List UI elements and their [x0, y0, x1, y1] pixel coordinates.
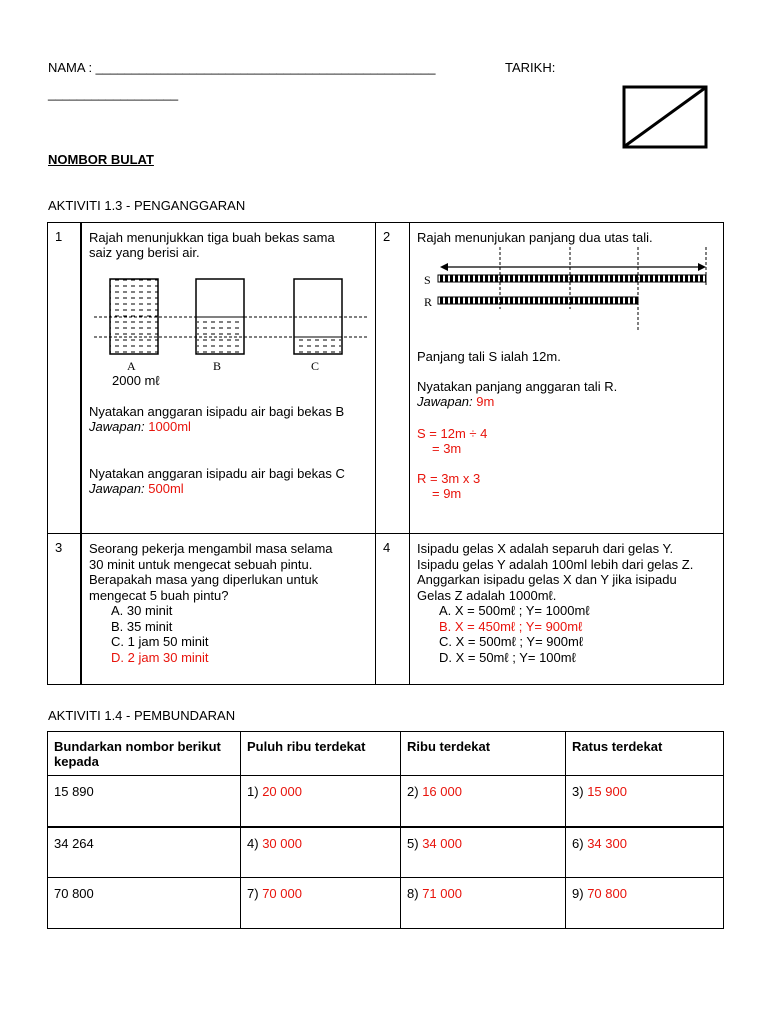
q3-line3: Berapakah masa yang diperlukan untuk	[89, 572, 319, 587]
q2-work-3: R = 3m x 3	[417, 471, 481, 486]
q3-cell	[81, 534, 376, 685]
q4-option-b-answer[interactable]: B. X = 450mℓ ; Y= 900mℓ	[439, 618, 583, 634]
q2-given: Panjang tali S ialah 12m.	[417, 349, 561, 364]
q1-text-line1: Rajah menunjukkan tiga buah bekas sama	[89, 230, 335, 245]
question-no: 4)	[247, 835, 259, 851]
q2-work-4: = 9m	[432, 486, 462, 501]
q2-answer-line	[417, 394, 494, 409]
q2-text: Rajah menunjukan panjang dua utas tali.	[417, 230, 653, 245]
row-number: 70 800	[48, 878, 241, 929]
q2-ask: Nyatakan panjang anggaran tali R.	[417, 379, 618, 394]
q3-line2: 30 minit untuk mengecat sebuah pintu.	[89, 556, 313, 572]
q1-number-cell	[48, 223, 82, 534]
rope-r	[438, 297, 638, 304]
answer-cell[interactable]	[401, 776, 566, 827]
q3-line1: Seorang pekerja mengambil masa selama	[89, 541, 333, 556]
q3-option-b[interactable]: B. 35 minit	[111, 618, 173, 634]
q3-option-c[interactable]: C. 1 jam 50 minit	[111, 634, 209, 649]
question-no: 2)	[407, 784, 419, 799]
container-c-water	[295, 337, 341, 353]
q4-line4: Gelas Z adalah 1000mℓ.	[417, 587, 557, 603]
rope-s	[438, 275, 706, 282]
question-no: 7)	[247, 886, 259, 901]
answer-cell[interactable]	[401, 878, 566, 929]
q2-number-cell	[376, 223, 410, 534]
q1-number: 1	[55, 229, 63, 244]
q4-line3: Anggarkan isipadu gelas X dan Y jika isipadu	[417, 572, 677, 587]
col-header-ten-thousands: Puluh ribu terdekat	[241, 732, 401, 776]
q4-option-a[interactable]: A. X = 500mℓ ; Y= 1000mℓ	[439, 603, 590, 618]
answer-value: 16 000	[422, 784, 462, 799]
answer-cell[interactable]	[566, 878, 724, 929]
question-no: 3)	[572, 784, 584, 799]
q1-ask-b: Nyatakan anggaran isipadu air bagi bekas B	[89, 404, 345, 419]
q1-answer-b-line	[89, 419, 191, 434]
answer-label: Jawapan:	[89, 481, 145, 496]
answer-value: 34 300	[587, 835, 627, 851]
answer-value: 15 900	[587, 784, 627, 799]
answer-cell[interactable]	[566, 827, 724, 878]
row-number: 34 264	[48, 827, 241, 878]
answer-cell[interactable]	[241, 878, 401, 929]
rounding-table	[47, 731, 724, 929]
col-header-hundreds: Ratus terdekat	[566, 732, 724, 776]
container-b-water	[197, 317, 243, 353]
answer-label: Jawapan:	[89, 419, 145, 434]
name-field[interactable]: NAMA : _______________________________________________	[48, 60, 436, 75]
q1-answer-b: 1000ml	[148, 419, 191, 434]
volume-label: 2000 mℓ	[112, 373, 160, 388]
answer-value: 70 000	[262, 886, 302, 901]
q3-option-d-answer[interactable]: D. 2 jam 30 minit	[111, 649, 209, 665]
q4-cell	[410, 534, 724, 685]
answer-value: 20 000	[262, 784, 302, 799]
activity-2-heading: AKTIVITI 1.4 - PEMBUNDARAN	[48, 708, 236, 723]
q1-cell	[81, 223, 376, 534]
answer-cell[interactable]	[401, 827, 566, 878]
answer-value: 34 000	[422, 835, 462, 851]
answer-value: 71 000	[422, 886, 462, 901]
q1-answer-c-line	[89, 481, 184, 496]
q2-cell	[410, 223, 724, 534]
label-s: S	[424, 273, 431, 287]
date-label: TARIKH:	[505, 60, 556, 75]
answer-value: 30 000	[262, 835, 302, 851]
q2-answer: 9m	[476, 394, 495, 409]
label-b: B	[213, 359, 222, 373]
q4-option-c[interactable]: C. X = 500mℓ ; Y= 900mℓ	[439, 634, 584, 649]
q2-work-2: = 3m	[432, 441, 462, 456]
page-title: NOMBOR BULAT	[48, 152, 154, 167]
answer-value: 70 800	[587, 886, 627, 901]
col-header-number: Bundarkan nombor berikut kepada	[48, 732, 241, 776]
label-r: R	[424, 295, 433, 309]
q4-option-d[interactable]: D. X = 50mℓ ; Y= 100mℓ	[439, 649, 576, 665]
ropes-diagram	[410, 245, 724, 335]
q4-line2: Isipadu gelas Y adalah 100ml lebih dari gelas Z.	[417, 556, 694, 572]
answer-cell[interactable]	[241, 827, 401, 878]
question-no: 6)	[572, 835, 584, 851]
q3-number: 3	[55, 540, 63, 555]
answer-cell[interactable]	[566, 776, 724, 827]
grade-box-slash	[625, 88, 705, 146]
q3-number-cell	[48, 534, 82, 685]
containers-diagram	[82, 271, 375, 381]
q4-number: 4	[383, 540, 391, 555]
question-no: 5)	[407, 835, 419, 851]
label-c: C	[311, 359, 320, 373]
estimation-table	[47, 222, 724, 685]
q3-option-a[interactable]: A. 30 minit	[111, 603, 173, 618]
col-header-thousands: Ribu terdekat	[401, 732, 566, 776]
date-field-line[interactable]: __________________	[48, 86, 179, 101]
table-row	[48, 776, 724, 827]
table-row	[48, 827, 724, 878]
label-a: A	[127, 359, 136, 373]
q1-text-line2: saiz yang berisi air.	[89, 245, 200, 260]
q1-ask-c: Nyatakan anggaran isipadu air bagi bekas C	[89, 466, 345, 481]
q4-number-cell	[376, 534, 410, 685]
question-no: 8)	[407, 886, 419, 901]
row-number: 15 890	[48, 776, 241, 827]
answer-label: Jawapan:	[417, 394, 473, 409]
q3-line4: mengecat 5 buah pintu?	[89, 587, 229, 603]
question-no: 9)	[572, 886, 584, 901]
grade-box	[622, 85, 708, 149]
q2-number: 2	[383, 229, 391, 244]
table-row	[48, 878, 724, 929]
answer-cell[interactable]	[241, 776, 401, 827]
question-no: 1)	[247, 784, 259, 799]
q2-work-1: S = 12m ÷ 4	[417, 426, 488, 441]
q4-line1: Isipadu gelas X adalah separuh dari gelas Y.	[417, 541, 674, 556]
activity-1-heading: AKTIVITI 1.3 - PENGANGGARAN	[48, 198, 246, 213]
q1-answer-c: 500ml	[148, 481, 184, 496]
